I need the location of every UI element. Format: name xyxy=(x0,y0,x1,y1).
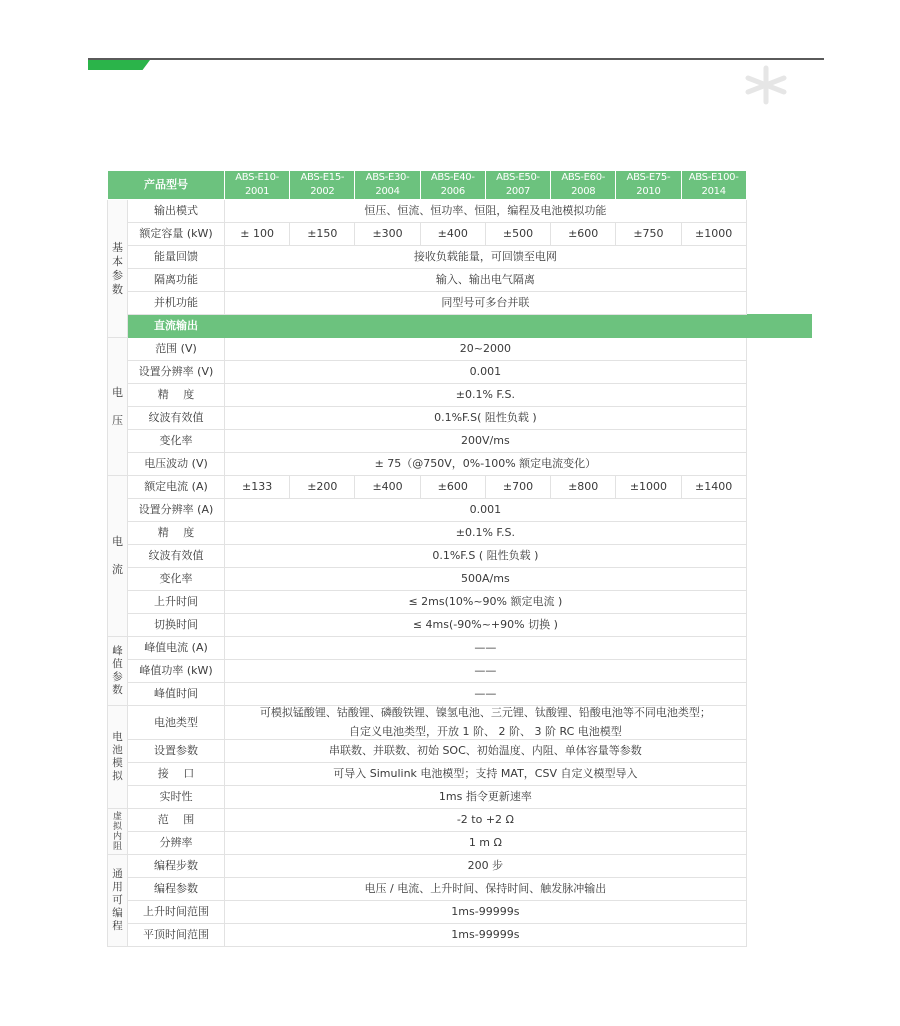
row-label: 平顶时间范围 xyxy=(128,924,225,947)
row-label: 范围 (V) xyxy=(128,338,225,361)
value-cell: ±300 xyxy=(355,223,420,246)
row-value: 1 m Ω xyxy=(225,832,747,855)
battery-type-line: 可模拟锰酸锂、钴酸锂、磷酸铁锂、镍氢电池、三元锂、钛酸锂、铅酸电池等不同电池类型； xyxy=(259,706,711,719)
row-value: 200V/ms xyxy=(225,430,747,453)
row-value: -2 to +2 Ω xyxy=(225,809,747,832)
row-value: ±0.1% F.S. xyxy=(225,384,747,407)
row-value xyxy=(225,706,747,740)
table-row xyxy=(108,545,812,568)
category-peak: 峰 值 参 数 xyxy=(108,637,128,706)
table-row xyxy=(108,568,812,591)
row-value: 0.1%F.S ( 阻性负载 ) xyxy=(225,545,747,568)
table-row xyxy=(108,740,812,763)
top-accent-bar xyxy=(88,60,150,70)
row-value: —— xyxy=(225,660,747,683)
row-label: 电池类型 xyxy=(128,706,225,740)
row-value: 0.001 xyxy=(225,361,747,384)
table-row xyxy=(108,407,812,430)
table-row xyxy=(108,614,812,637)
table-row xyxy=(108,832,812,855)
row-value: —— xyxy=(225,683,747,706)
row-label: 编程参数 xyxy=(128,878,225,901)
model-cell: ABS-E30-2004 xyxy=(355,171,420,200)
table-row xyxy=(108,522,812,545)
value-cell: ±1000 xyxy=(616,476,681,499)
top-rule xyxy=(88,58,824,60)
table-row xyxy=(108,453,812,476)
table-row xyxy=(108,476,812,499)
value-cell: ±750 xyxy=(616,223,681,246)
row-label: 范 围 xyxy=(128,809,225,832)
row-value: 200 步 xyxy=(225,855,747,878)
table-row xyxy=(108,292,812,315)
row-label: 上升时间 xyxy=(128,591,225,614)
table-row xyxy=(108,637,812,660)
battery-type-line: 自定义电池类型，开放 1 阶、 2 阶、 3 阶 RC 电池模型 xyxy=(349,725,622,738)
row-label: 精 度 xyxy=(128,522,225,545)
value-cell: ±600 xyxy=(551,223,616,246)
table-row xyxy=(108,809,812,832)
model-cell: ABS-E60-2008 xyxy=(551,171,616,200)
row-value: 输入、输出电气隔离 xyxy=(225,269,747,292)
spec-table xyxy=(107,170,812,947)
row-label: 并机功能 xyxy=(128,292,225,315)
row-value: ±0.1% F.S. xyxy=(225,522,747,545)
model-cell: ABS-E100-2014 xyxy=(681,171,746,200)
row-label: 设置参数 xyxy=(128,740,225,763)
table-row xyxy=(108,591,812,614)
row-value: —— xyxy=(225,637,747,660)
row-label: 设置分辨率 (V) xyxy=(128,361,225,384)
table-row xyxy=(108,763,812,786)
value-cell: ±400 xyxy=(420,223,485,246)
model-cell: ABS-E10-2001 xyxy=(225,171,290,200)
model-cell: ABS-E50-2007 xyxy=(485,171,550,200)
row-value: 1ms-99999s xyxy=(225,924,747,947)
value-cell: ±150 xyxy=(290,223,355,246)
row-value: 500A/ms xyxy=(225,568,747,591)
row-label: 电压波动 (V) xyxy=(128,453,225,476)
row-label: 变化率 xyxy=(128,430,225,453)
category-basic: 基 本 参 数 xyxy=(108,200,128,338)
row-label: 纹波有效值 xyxy=(128,407,225,430)
row-value: 0.1%F.S( 阻性负载 ) xyxy=(225,407,747,430)
row-label: 输出模式 xyxy=(128,200,225,223)
table-row xyxy=(108,786,812,809)
table-row xyxy=(108,338,812,361)
row-label: 额定电流 (A) xyxy=(128,476,225,499)
table-row xyxy=(108,269,812,292)
table-row xyxy=(108,924,812,947)
row-value: 0.001 xyxy=(225,499,747,522)
category-voltage: 电 压 xyxy=(108,338,128,476)
category-programming: 通 用 可 编 程 xyxy=(108,855,128,947)
row-value: 电压 / 电流、上升时间、保持时间、触发脉冲输出 xyxy=(225,878,747,901)
row-value: ± 75（@750V，0%-100% 额定电流变化） xyxy=(225,453,747,476)
row-value: 1ms 指令更新速率 xyxy=(225,786,747,809)
category-virtual-resistance: 虚 拟 内 阻 xyxy=(108,809,128,855)
row-label: 接 口 xyxy=(128,763,225,786)
table-row xyxy=(108,855,812,878)
row-value: 恒压、恒流、恒功率、恒阻，编程及电池模拟功能 xyxy=(225,200,747,223)
table-row xyxy=(108,878,812,901)
row-label: 变化率 xyxy=(128,568,225,591)
value-cell: ±133 xyxy=(225,476,290,499)
table-row xyxy=(108,499,812,522)
section-header-dc-output xyxy=(108,315,812,338)
row-label: 能量回馈 xyxy=(128,246,225,269)
table-row xyxy=(108,430,812,453)
row-label: 额定容量 (kW) xyxy=(128,223,225,246)
table-row xyxy=(108,246,812,269)
table-row xyxy=(108,223,812,246)
row-value: 接收负载能量，可回馈至电网 xyxy=(225,246,747,269)
table-row xyxy=(108,361,812,384)
value-cell: ±500 xyxy=(485,223,550,246)
value-cell: ±700 xyxy=(485,476,550,499)
value-cell: ± 100 xyxy=(225,223,290,246)
row-value: 1ms-99999s xyxy=(225,901,747,924)
row-label: 精 度 xyxy=(128,384,225,407)
table-row xyxy=(108,384,812,407)
row-label: 实时性 xyxy=(128,786,225,809)
row-label: 峰值功率 (kW) xyxy=(128,660,225,683)
row-value: ≤ 4ms(-90%~+90% 切换 ) xyxy=(225,614,747,637)
row-value: 串联数、并联数、初始 SOC、初始温度、内阻、单体容量等参数 xyxy=(225,740,747,763)
row-label: 隔离功能 xyxy=(128,269,225,292)
model-cell: ABS-E15-2002 xyxy=(290,171,355,200)
model-header-row xyxy=(108,171,812,200)
table-row xyxy=(108,660,812,683)
row-label: 分辨率 xyxy=(128,832,225,855)
watermark-logo xyxy=(738,64,794,106)
row-value: ≤ 2ms(10%~90% 额定电流 ) xyxy=(225,591,747,614)
value-cell: ±600 xyxy=(420,476,485,499)
value-cell: ±1400 xyxy=(681,476,746,499)
product-model-label: 产品型号 xyxy=(108,171,225,200)
section-title: 直流输出 xyxy=(128,315,812,338)
row-value: 20~2000 xyxy=(225,338,747,361)
category-current: 电 流 xyxy=(108,476,128,637)
table-row xyxy=(108,901,812,924)
row-label: 切换时间 xyxy=(128,614,225,637)
row-label: 编程步数 xyxy=(128,855,225,878)
table-row xyxy=(108,706,812,740)
row-label: 纹波有效值 xyxy=(128,545,225,568)
row-value: 可导入 Simulink 电池模型；支持 MAT，CSV 自定义模型导入 xyxy=(225,763,747,786)
category-battery: 电 池 模 拟 xyxy=(108,706,128,809)
value-cell: ±400 xyxy=(355,476,420,499)
row-label: 峰值时间 xyxy=(128,683,225,706)
model-cell: ABS-E75-2010 xyxy=(616,171,681,200)
row-value: 同型号可多台并联 xyxy=(225,292,747,315)
value-cell: ±1000 xyxy=(681,223,746,246)
value-cell: ±200 xyxy=(290,476,355,499)
model-cell: ABS-E40-2006 xyxy=(420,171,485,200)
row-label: 设置分辨率 (A) xyxy=(128,499,225,522)
row-label: 上升时间范围 xyxy=(128,901,225,924)
value-cell: ±800 xyxy=(551,476,616,499)
row-label: 峰值电流 (A) xyxy=(128,637,225,660)
table-row xyxy=(108,200,812,223)
table-row xyxy=(108,683,812,706)
